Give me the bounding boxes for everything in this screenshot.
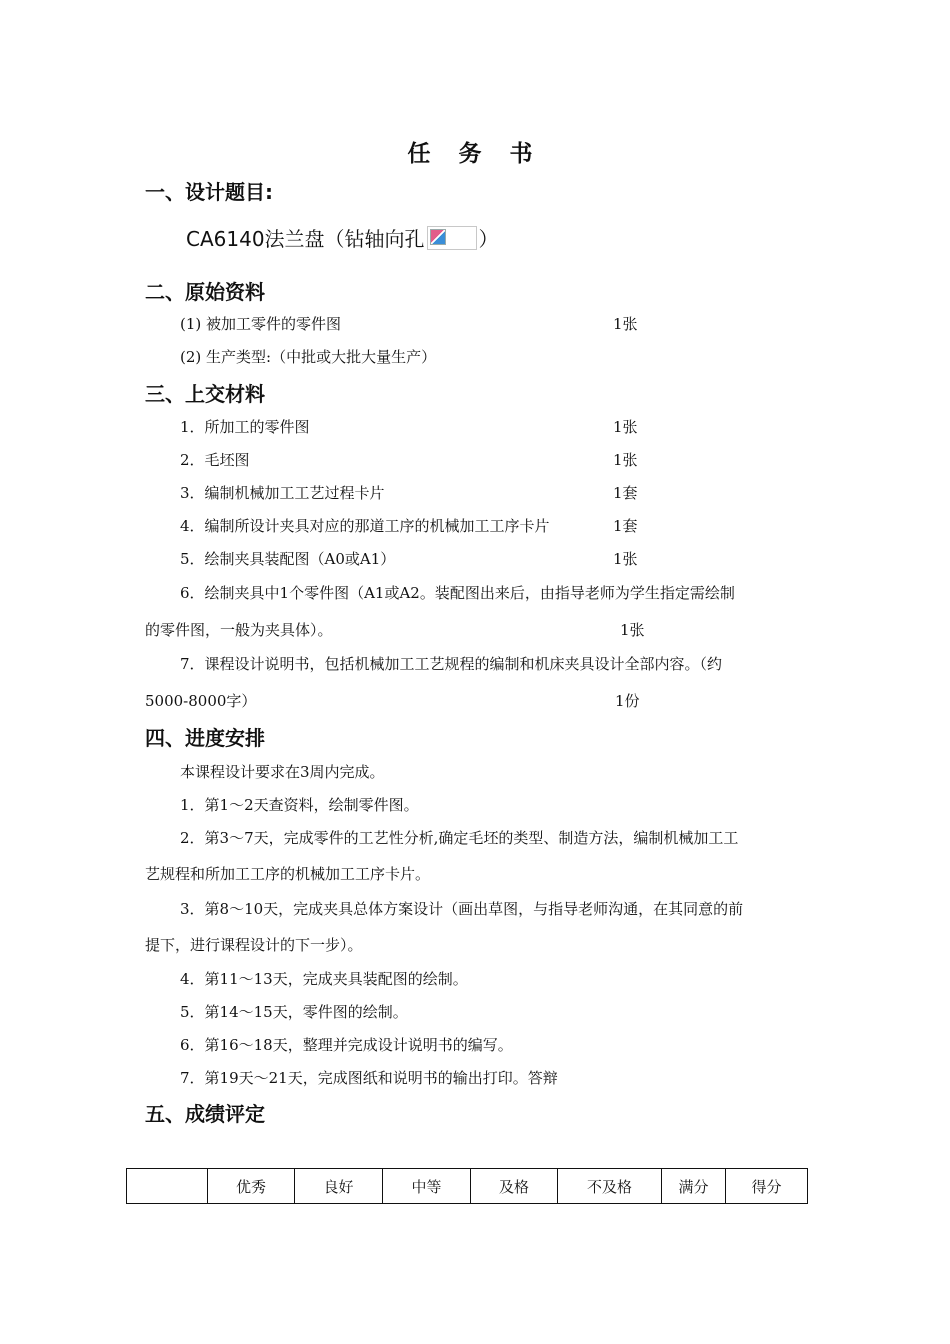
grade-table-row	[127, 1169, 808, 1204]
material-item-6-line1: 6．绘制夹具中1个零件图（A1或A2。装配图出来后，由指导老师为学生指定需绘制	[180, 584, 735, 602]
schedule-intro: 本课程设计要求在3周内完成。	[180, 763, 385, 781]
schedule-item-3-line2: 提下，进行课程设计的下一步）。	[145, 936, 363, 954]
material-item-1: 1．所加工的零件图	[180, 418, 310, 436]
grade-cell-fail: 不及格	[558, 1169, 662, 1204]
schedule-item-3-line1: 3．第8～10天，完成夹具总体方案设计（画出草图，与指导老师沟通，在其同意的前	[180, 900, 744, 918]
grade-cell-excellent: 优秀	[208, 1169, 295, 1204]
material-item-4: 4．编制所设计夹具对应的那道工序的机械加工工序卡片	[180, 517, 550, 535]
section-heading-submissions: 三、上交材料	[145, 382, 265, 406]
grade-cell-blank	[127, 1169, 208, 1204]
material-item-7-qty: 1份	[615, 692, 640, 710]
section-heading-grading: 五、成绩评定	[145, 1102, 265, 1126]
schedule-item-4: 4．第11～13天，完成夹具装配图的绘制。	[180, 970, 468, 988]
material-item-7-line1: 7．课程设计说明书，包括机械加工工艺规程的编制和机床夹具设计全部内容。（约	[180, 655, 723, 673]
section-heading-design-topic: 一、设计题目:	[145, 180, 273, 204]
page-title: 任 务 书	[407, 141, 543, 167]
schedule-item-2-line1: 2．第3～7天，完成零件的工艺性分析,确定毛坯的类型、制造方法，编制机械加工工	[180, 829, 739, 847]
grade-cell-good: 良好	[295, 1169, 383, 1204]
material-item-6-line2: 的零件图，一般为夹具体）。	[145, 621, 333, 639]
material-item-7-line2: 5000-8000字）	[145, 692, 257, 710]
raw-item-1-qty: 1张	[613, 315, 638, 333]
material-item-4-qty: 1套	[613, 517, 638, 535]
material-item-2: 2．毛坯图	[180, 451, 250, 469]
section-heading-raw-materials: 二、原始资料	[145, 280, 265, 304]
material-item-2-qty: 1张	[613, 451, 638, 469]
material-item-3-qty: 1套	[613, 484, 638, 502]
grade-cell-full-score: 满分	[662, 1169, 726, 1204]
design-subject	[186, 223, 499, 252]
section-heading-schedule: 四、进度安排	[145, 726, 265, 750]
schedule-item-6: 6．第16～18天，整理并完成设计说明书的编写。	[180, 1036, 513, 1054]
material-item-3: 3．编制机械加工工艺过程卡片	[180, 484, 385, 502]
material-item-5-qty: 1张	[613, 550, 638, 568]
material-item-6-qty: 1张	[620, 621, 645, 639]
schedule-item-1: 1．第1～2天查资料，绘制零件图。	[180, 796, 419, 814]
grade-table	[126, 1168, 808, 1204]
design-subject-text: CA6140法兰盘（钻轴向孔	[186, 227, 425, 251]
schedule-item-7: 7．第19天～21天，完成图纸和说明书的输出打印。答辩	[180, 1069, 558, 1087]
schedule-item-5: 5．第14～15天，零件图的绘制。	[180, 1003, 408, 1021]
broken-image-icon	[427, 226, 477, 250]
schedule-item-2-line2: 艺规程和所加工工序的机械加工工序卡片。	[145, 865, 431, 883]
material-item-1-qty: 1张	[613, 418, 638, 436]
grade-cell-pass: 及格	[471, 1169, 558, 1204]
material-item-5: 5．绘制夹具装配图（A0或A1）	[180, 550, 396, 568]
grade-cell-score: 得分	[726, 1169, 808, 1204]
raw-item-2: (2) 生产类型:（中批或大批大量生产）	[180, 348, 437, 366]
grade-cell-medium: 中等	[383, 1169, 471, 1204]
raw-item-1: (1) 被加工零件的零件图	[180, 315, 342, 333]
design-subject-close: ）	[478, 227, 499, 251]
